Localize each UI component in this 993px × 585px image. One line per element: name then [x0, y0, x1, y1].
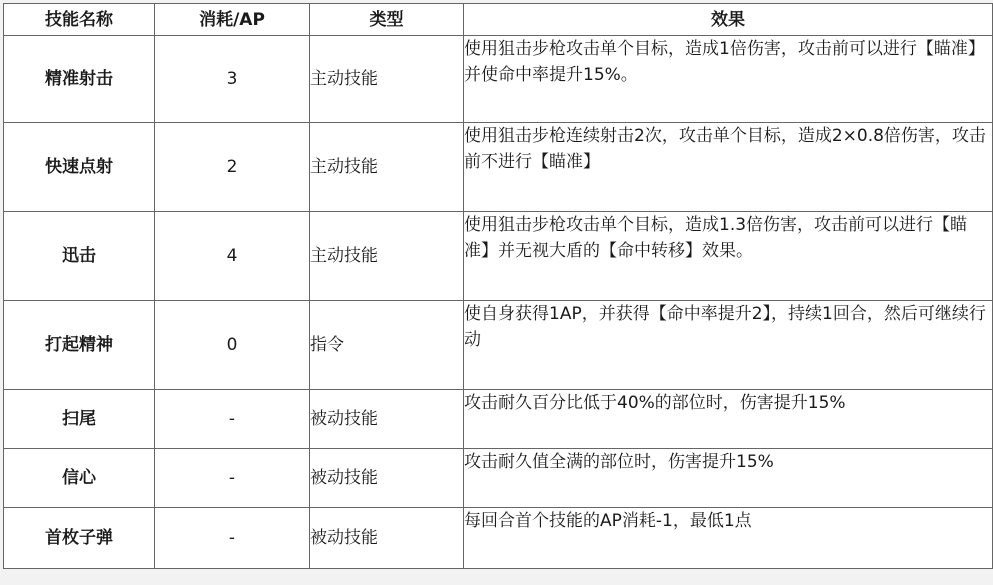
skill-cost-cell: -: [155, 449, 310, 508]
skill-type-cell: 主动技能: [310, 123, 464, 212]
skill-effect-cell: 攻击耐久百分比低于40%的部位时，伤害提升15%: [464, 390, 993, 449]
skill-effect-cell: 使用狙击步枪连续射击2次，攻击单个目标，造成2×0.8倍伤害，攻击前不进行【瞄准】: [464, 123, 993, 212]
skill-type-cell: 被动技能: [310, 508, 464, 569]
table-header-row: [4, 4, 993, 36]
table-row: [4, 123, 993, 212]
skills-table: [3, 3, 993, 569]
table-row: [4, 449, 993, 508]
skill-type-cell: 主动技能: [310, 36, 464, 123]
header-type: 类型: [310, 4, 464, 36]
skill-effect-cell: 使用狙击步枪攻击单个目标，造成1.3倍伤害，攻击前可以进行【瞄准】并无视大盾的【命中转移】效果。: [464, 212, 993, 301]
skill-effect-cell: 每回合首个技能的AP消耗-1，最低1点: [464, 508, 993, 569]
table-row: [4, 390, 993, 449]
skill-name-cell: 快速点射: [4, 123, 155, 212]
skill-name-cell: 首枚子弹: [4, 508, 155, 569]
skill-name-cell: 信心: [4, 449, 155, 508]
table-row: [4, 36, 993, 123]
skill-cost-cell: -: [155, 390, 310, 449]
table-row: [4, 301, 993, 390]
skill-effect-cell: 使用狙击步枪攻击单个目标，造成1倍伤害，攻击前可以进行【瞄准】并使命中率提升15%。: [464, 36, 993, 123]
skill-cost-cell: 2: [155, 123, 310, 212]
skill-name-cell: 精准射击: [4, 36, 155, 123]
skill-name-cell: 扫尾: [4, 390, 155, 449]
skill-effect-cell: 使自身获得1AP，并获得【命中率提升2】，持续1回合，然后可继续行动: [464, 301, 993, 390]
skill-effect-cell: 攻击耐久值全满的部位时，伤害提升15%: [464, 449, 993, 508]
skill-type-cell: 被动技能: [310, 390, 464, 449]
header-skill-name: 技能名称: [4, 4, 155, 36]
skill-type-cell: 被动技能: [310, 449, 464, 508]
skill-cost-cell: 3: [155, 36, 310, 123]
header-effect: 效果: [464, 4, 993, 36]
skill-cost-cell: 4: [155, 212, 310, 301]
table-row: [4, 508, 993, 569]
skill-cost-cell: 0: [155, 301, 310, 390]
skill-type-cell: 主动技能: [310, 212, 464, 301]
skill-name-cell: 打起精神: [4, 301, 155, 390]
skill-cost-cell: -: [155, 508, 310, 569]
skill-name-cell: 迅击: [4, 212, 155, 301]
header-cost: 消耗/AP: [155, 4, 310, 36]
skill-type-cell: 指令: [310, 301, 464, 390]
table-row: [4, 212, 993, 301]
